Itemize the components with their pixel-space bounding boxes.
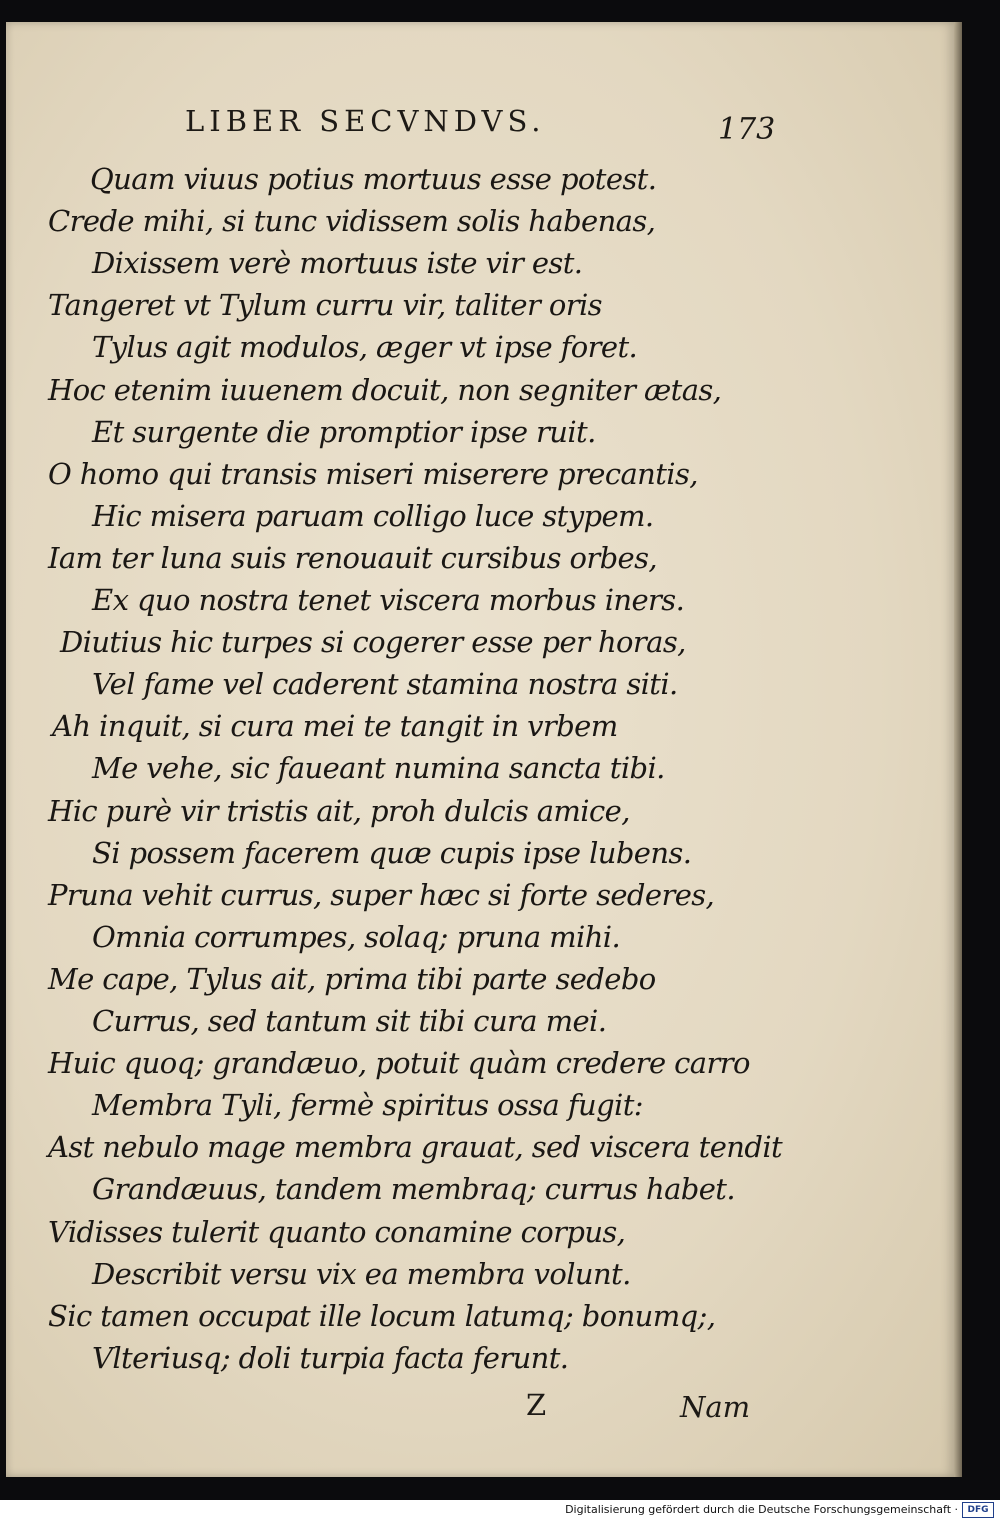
- running-header: LIBER SECVNDVS.: [185, 104, 546, 138]
- verse-line: Iam ter luna suis renouauit cursibus orbes,: [48, 541, 658, 575]
- verse-line: Omnia corrumpes, solaq; pruna mihi.: [92, 920, 621, 954]
- verse-line: Hic misera paruam colligo luce stypem.: [92, 499, 654, 533]
- verse-line: Et surgente die promptior ipse ruit.: [92, 415, 596, 449]
- verse-line: Ast nebulo mage membra grauat, sed viscera tendit: [48, 1130, 783, 1164]
- verse-line: Hoc etenim iuuenem docuit, non segniter ætas,: [48, 373, 722, 407]
- verse-line: Si possem facerem quæ cupis ipse lubens.: [92, 836, 692, 870]
- catchword: Nam: [680, 1390, 751, 1424]
- verse-line: Sic tamen occupat ille locum latumq; bonumq;,: [48, 1299, 716, 1333]
- verse-line: Huic quoq; grandæuo, potuit quàm credere carro: [48, 1046, 750, 1080]
- verse-line: Membra Tyli, fermè spiritus ossa fugit:: [92, 1088, 643, 1122]
- dfg-logo: DFG: [962, 1502, 994, 1518]
- verse-line: Pruna vehit currus, super hæc si forte sederes,: [48, 878, 715, 912]
- verse-line: Ex quo nostra tenet viscera morbus iners.: [92, 583, 685, 617]
- verse-line: Currus, sed tantum sit tibi cura mei.: [92, 1004, 607, 1038]
- verse-line: Tangeret vt Tylum curru vir, taliter oris: [48, 288, 602, 322]
- page-number: 173: [718, 112, 776, 147]
- verse-line: Grandæuus, tandem membraq; currus habet.: [92, 1172, 735, 1206]
- verse-line: Diutius hic turpes si cogerer esse per horas,: [60, 625, 686, 659]
- verse-line: Me vehe, sic faueant numina sancta tibi.: [92, 751, 665, 785]
- footer-credit: Digitalisierung gefördert durch die Deutsche Forschungsgemeinschaft ·: [565, 1503, 958, 1516]
- verse-line: Quam viuus potius mortuus esse potest.: [90, 162, 657, 196]
- signature-mark: Z: [526, 1388, 547, 1422]
- verse-line: Vel fame vel caderent stamina nostra siti.: [92, 667, 678, 701]
- verse-line: Me cape, Tylus ait, prima tibi parte sedebo: [48, 962, 656, 996]
- verse-line: Tylus agit modulos, æger vt ipse foret.: [92, 330, 638, 364]
- verse-line: Vlteriusq; doli turpia facta ferunt.: [92, 1341, 569, 1375]
- verse-line: Hic purè vir tristis ait, proh dulcis amice,: [48, 794, 630, 828]
- page-edge: [954, 22, 962, 1477]
- verse-line: Vidisses tulerit quanto conamine corpus,: [48, 1215, 626, 1249]
- verse-line: Dixissem verè mortuus iste vir est.: [92, 246, 583, 280]
- verse-line: Describit versu vix ea membra volunt.: [92, 1257, 631, 1291]
- verse-line: Ah inquit, si cura mei te tangit in vrbem: [52, 709, 618, 743]
- verse-line: O homo qui transis miseri miserere precantis,: [48, 457, 698, 491]
- verse-line: Crede mihi, si tunc vidissem solis habenas,: [48, 204, 656, 238]
